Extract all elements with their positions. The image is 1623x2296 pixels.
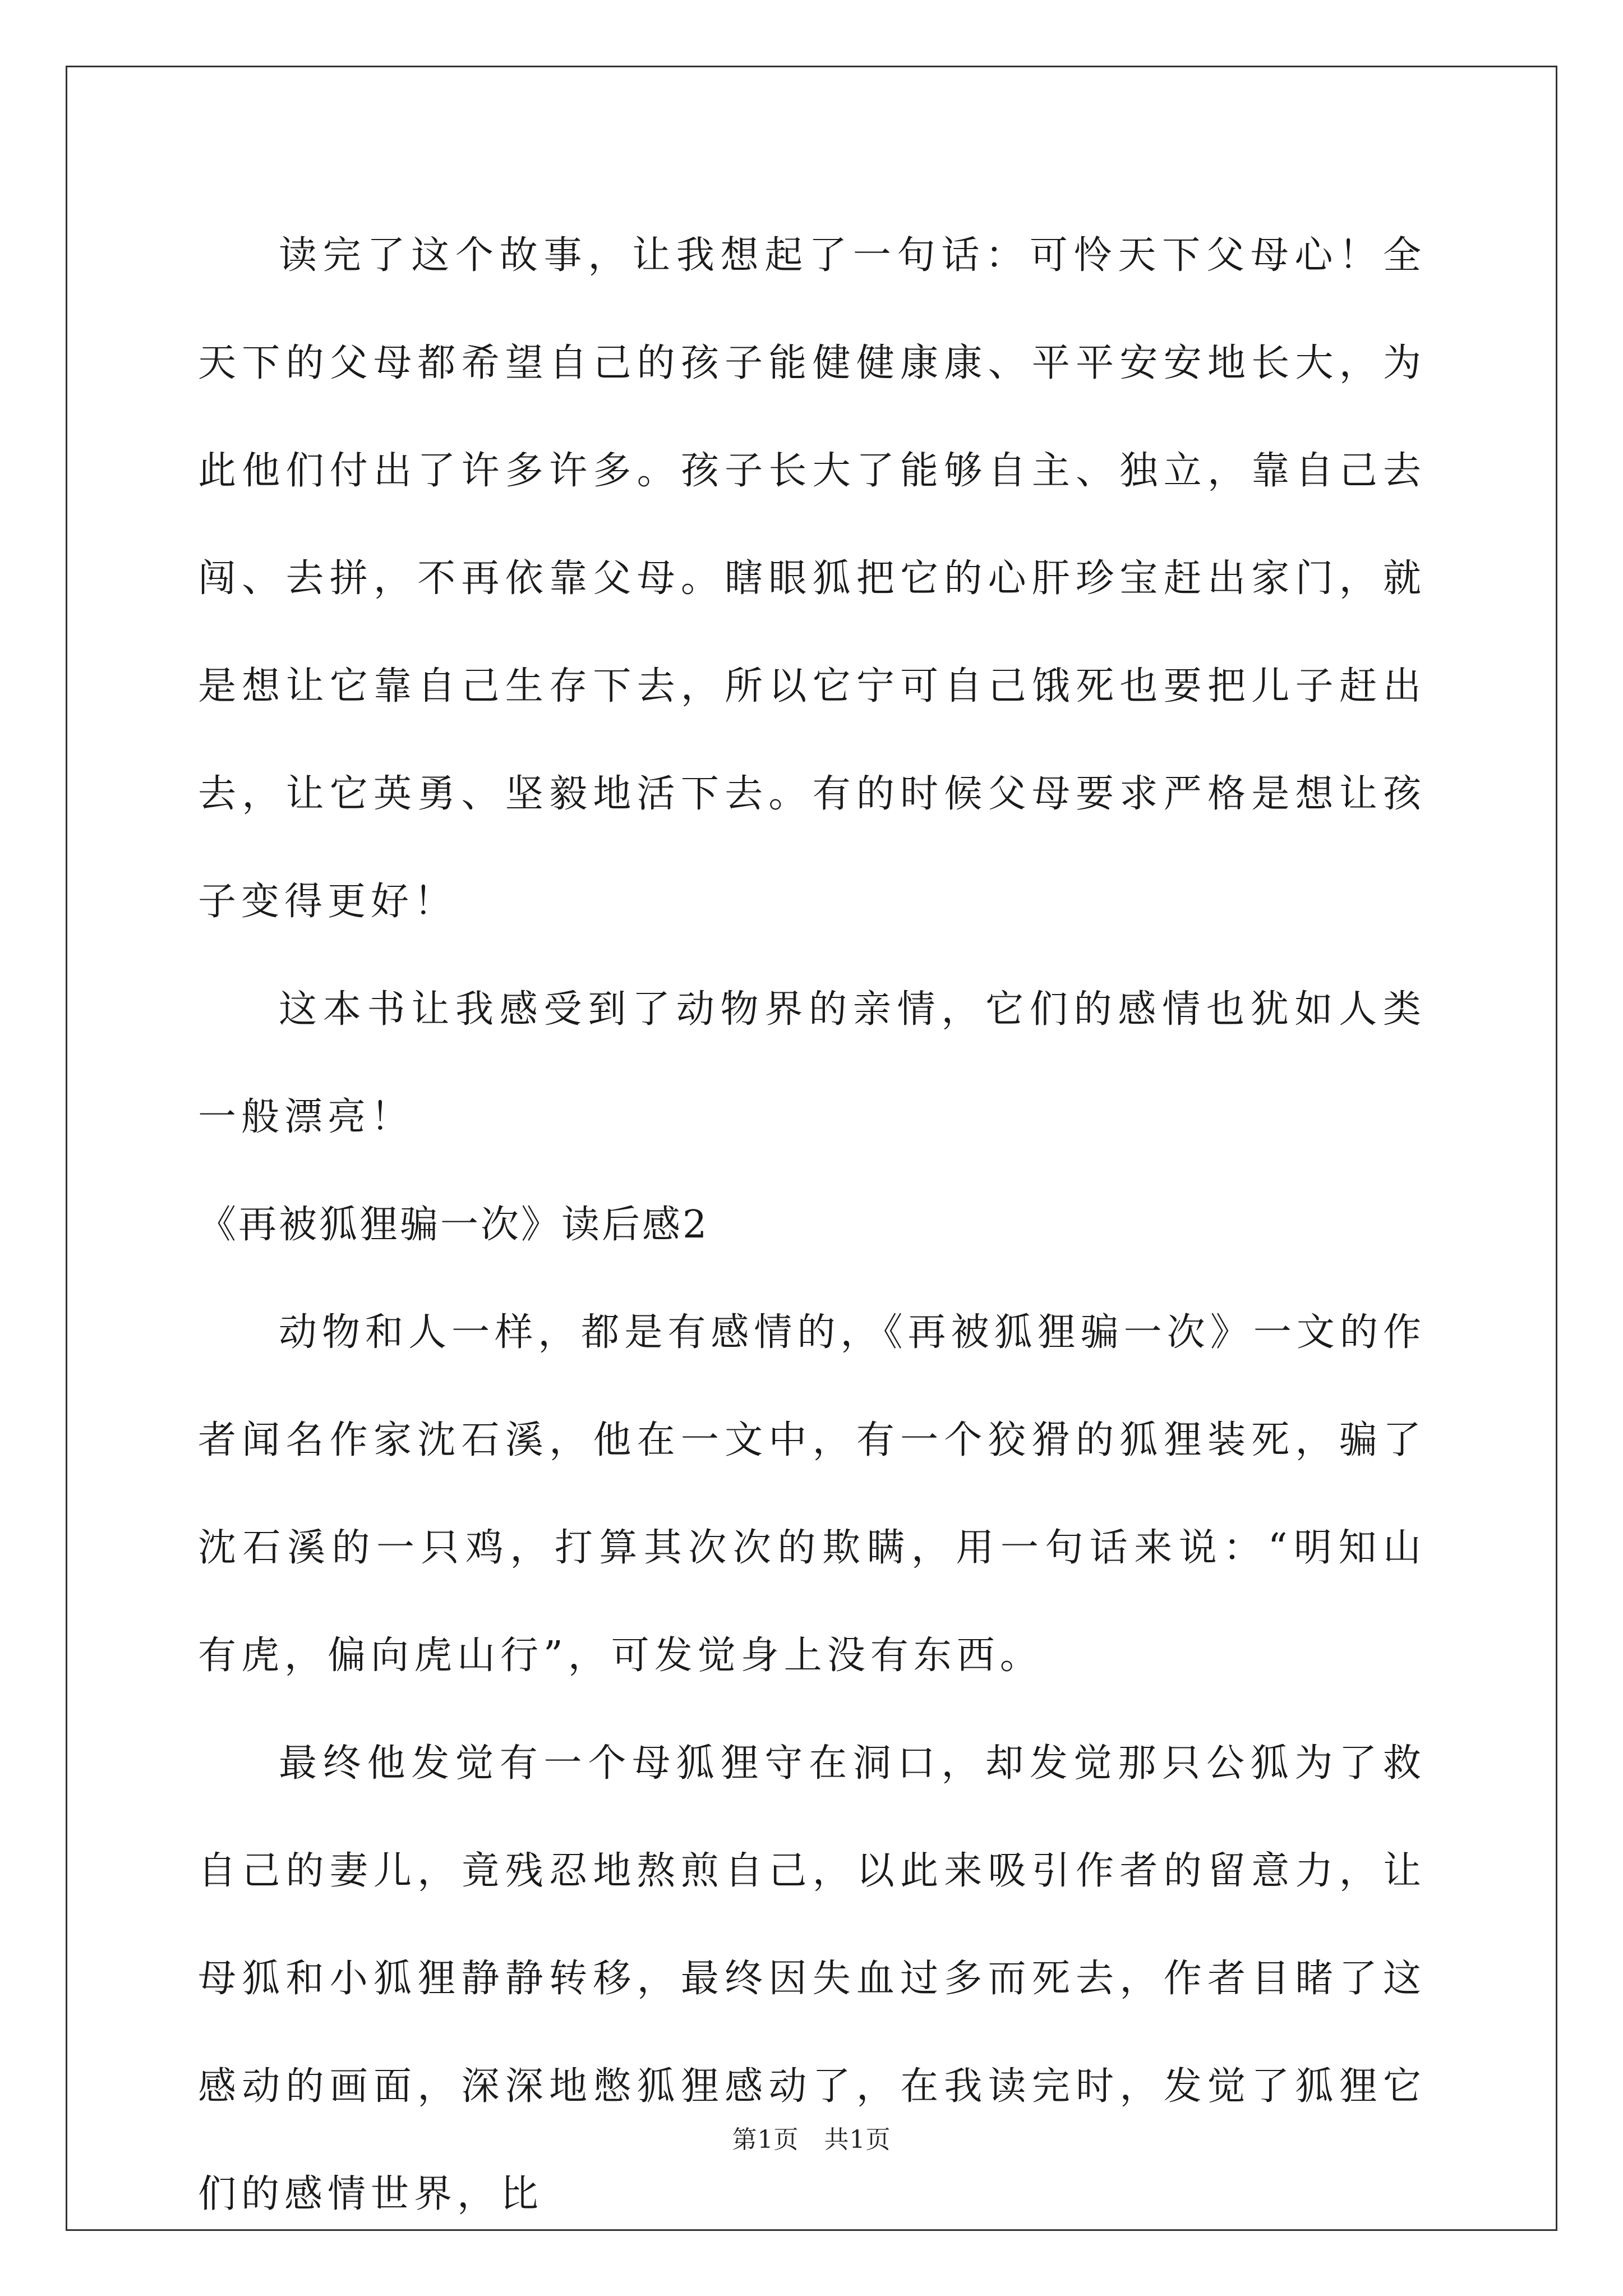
document-body [198, 202, 1426, 2248]
paragraph-2: 这本书让我感受到了动物界的亲情，它们的感情也犹如人类一般漂亮！ [198, 987, 1426, 1139]
page-number-footer: 第1页 共1页 [732, 2125, 891, 2154]
paragraph-4: 最终他发觉有一个母狐狸守在洞口，却发觉那只公狐为了救自己的妻儿，竟残忍地熬煎自己，以此来吸引作者的留意力，让母狐和小狐狸静静转移，最终因失血过多而死去，作者目睹了这感动的画面，深深地憋狐狸感动了，在我读完时，发觉了狐狸它们的感情世界，比 [198, 1741, 1426, 2216]
paragraph-1: 读完了这个故事，让我想起了一句话：可怜天下父母心！全天下的父母都希望自己的孩子能健健康康、平平安安地长大，为此他们付出了许多许多。孩子长大了能够自主、独立，靠自己去闯、去拼，不再依靠父母。瞎眼狐把它的心肝珍宝赶出家门，就是想让它靠自己生存下去，所以它宁可自己饿死也要把儿子赶出去，让它英勇、坚毅地活下去。有的时候父母要求严格是想让孩子变得更好！ [198, 233, 1426, 924]
paragraph-3: 动物和人一样，都是有感情的，《再被狐狸骗一次》一文的作者闻名作家沈石溪，他在一文中，有一个狡猾的狐狸装死，骗了沈石溪的一只鸡，打算其次次的欺瞒，用一句话来说：“明知山有虎，偏向虎山行”，可发觉身上没有东西。 [198, 1310, 1426, 1678]
section-heading: 《再被狐狸骗一次》读后感2 [198, 1203, 709, 1247]
